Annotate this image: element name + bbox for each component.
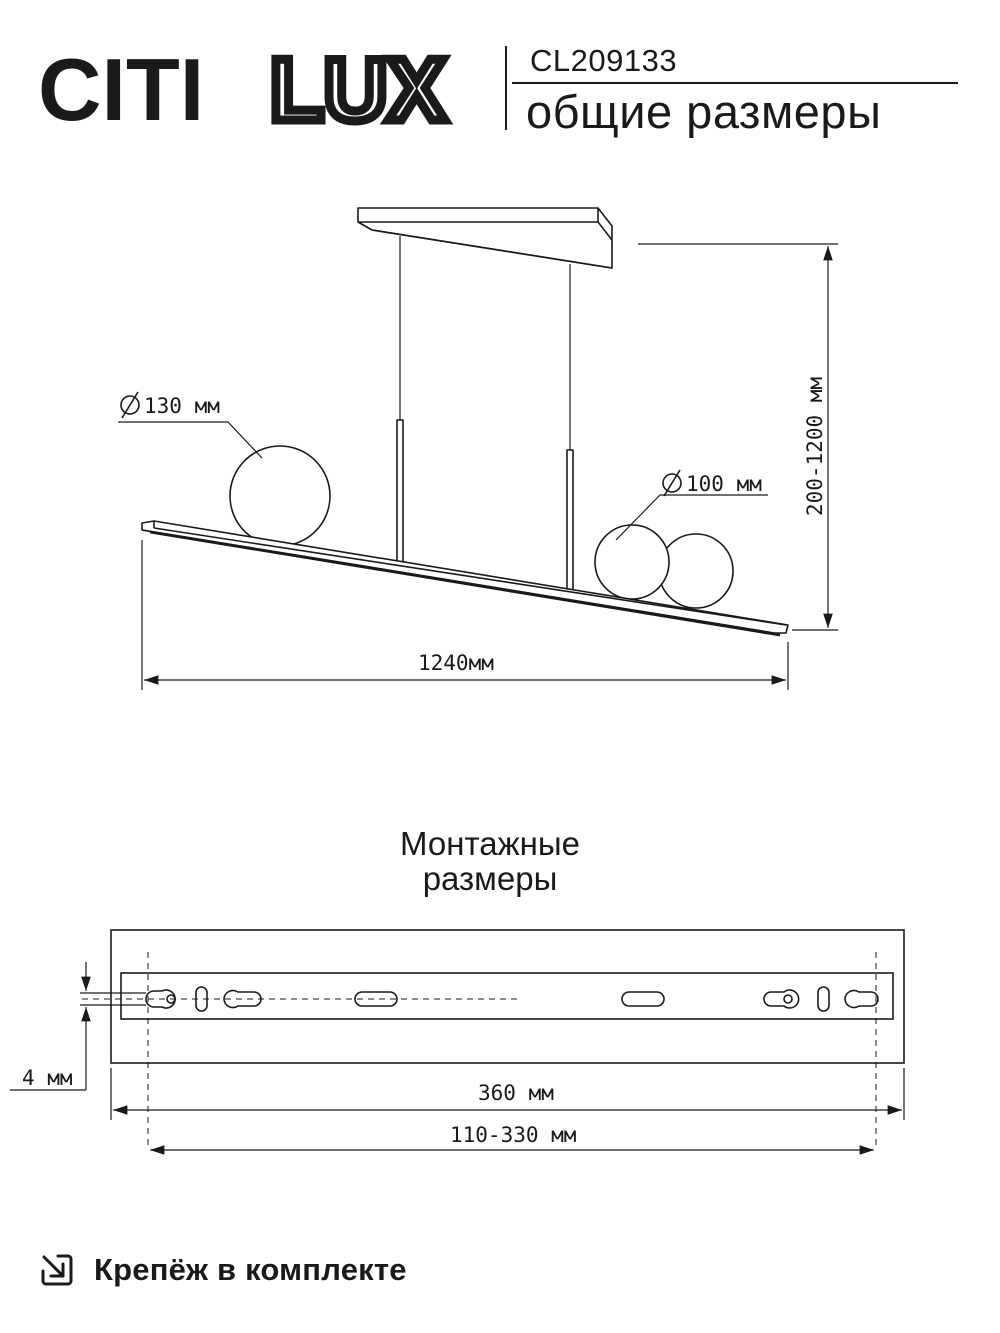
brand-logo-outline: LUX <box>270 40 446 138</box>
mounting-plate <box>111 930 904 1063</box>
globe-small-back <box>659 534 733 608</box>
footer-text: Крепёж в комплекте <box>94 1252 407 1287</box>
leader-large <box>118 422 262 458</box>
hole-distance-label: 110-330 мм <box>450 1123 577 1147</box>
footer-note <box>40 1250 407 1290</box>
plate-length-label: 360 мм <box>478 1081 554 1105</box>
suspension-wires <box>397 236 573 590</box>
page-title: общие размеры <box>526 85 882 138</box>
mounting-title <box>340 826 640 896</box>
ceiling-canopy <box>358 208 612 268</box>
right-mounting-holes <box>622 987 878 1011</box>
arrow-into-box-icon <box>40 1253 74 1287</box>
length-label: 1240мм <box>418 651 494 675</box>
mounting-plate-inner <box>121 973 893 1019</box>
brand-logo-solid: CITI <box>38 40 205 138</box>
globe-small-front <box>595 525 669 599</box>
height-label: 200-1200 мм <box>803 376 827 516</box>
model-number: CL209133 <box>530 43 678 78</box>
slot-offset-label: 4 мм <box>22 1066 73 1090</box>
globe-large <box>230 446 330 546</box>
diameter-large-label: 130 мм <box>144 394 220 418</box>
mounting-title-line2: размеры <box>422 860 558 897</box>
centre-lines <box>82 952 876 1150</box>
mounting-title-line1: Монтажные <box>400 825 580 862</box>
diameter-small-label: 100 мм <box>686 472 762 496</box>
